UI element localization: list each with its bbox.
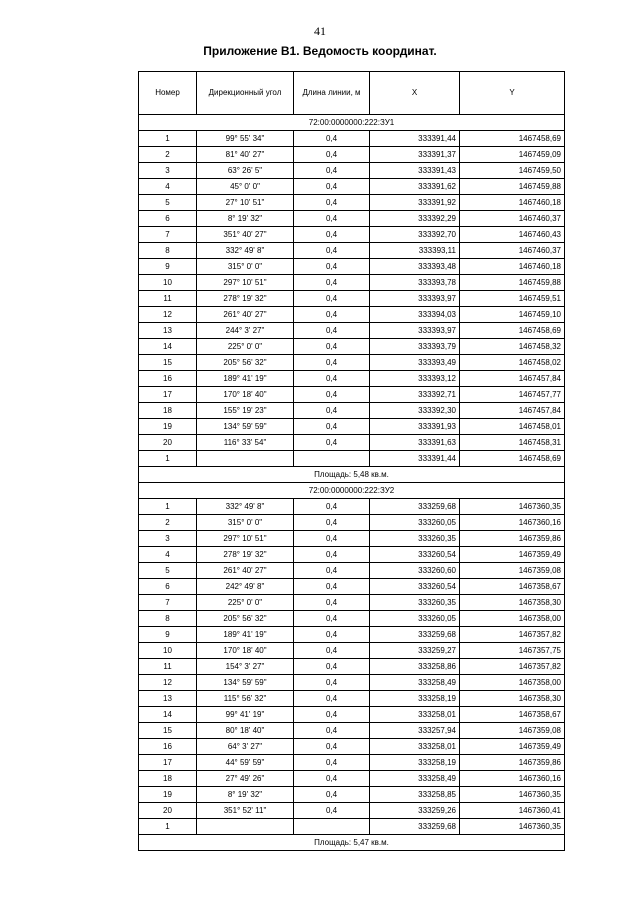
y-coordinate-cell: 1467360,35 bbox=[460, 819, 565, 835]
direction-angle-cell: 81° 40' 27" bbox=[197, 147, 294, 163]
point-number-cell: 4 bbox=[139, 547, 197, 563]
y-coordinate-cell: 1467457,84 bbox=[460, 403, 565, 419]
line-length-cell: 0,4 bbox=[294, 739, 370, 755]
table-row bbox=[139, 403, 565, 419]
y-coordinate-cell: 1467460,18 bbox=[460, 259, 565, 275]
point-number-cell: 16 bbox=[139, 739, 197, 755]
point-number-cell: 18 bbox=[139, 771, 197, 787]
table-row bbox=[139, 771, 565, 787]
line-length-cell: 0,4 bbox=[294, 131, 370, 147]
table-row bbox=[139, 547, 565, 563]
x-coordinate-cell: 333393,78 bbox=[370, 275, 460, 291]
x-coordinate-cell: 333394,03 bbox=[370, 307, 460, 323]
column-header-number: Номер bbox=[139, 72, 197, 115]
y-coordinate-cell: 1467457,77 bbox=[460, 387, 565, 403]
y-coordinate-cell: 1467358,30 bbox=[460, 691, 565, 707]
line-length-cell: 0,4 bbox=[294, 419, 370, 435]
y-coordinate-cell: 1467360,35 bbox=[460, 787, 565, 803]
line-length-cell: 0,4 bbox=[294, 771, 370, 787]
line-length-cell: 0,4 bbox=[294, 275, 370, 291]
point-number-cell: 18 bbox=[139, 403, 197, 419]
line-length-cell: 0,4 bbox=[294, 211, 370, 227]
x-coordinate-cell: 333392,71 bbox=[370, 387, 460, 403]
line-length-cell: 0,4 bbox=[294, 627, 370, 643]
y-coordinate-cell: 1467459,50 bbox=[460, 163, 565, 179]
point-number-cell: 7 bbox=[139, 595, 197, 611]
point-number-cell: 2 bbox=[139, 147, 197, 163]
table-row bbox=[139, 243, 565, 259]
x-coordinate-cell: 333391,93 bbox=[370, 419, 460, 435]
direction-angle-cell: 27° 10' 51" bbox=[197, 195, 294, 211]
y-coordinate-cell: 1467458,32 bbox=[460, 339, 565, 355]
x-coordinate-cell: 333391,37 bbox=[370, 147, 460, 163]
y-coordinate-cell: 1467460,37 bbox=[460, 211, 565, 227]
y-coordinate-cell: 1467459,51 bbox=[460, 291, 565, 307]
y-coordinate-cell: 1467357,82 bbox=[460, 659, 565, 675]
section-header-row bbox=[139, 483, 565, 499]
point-number-cell: 14 bbox=[139, 339, 197, 355]
y-coordinate-cell: 1467357,75 bbox=[460, 643, 565, 659]
y-coordinate-cell: 1467359,08 bbox=[460, 723, 565, 739]
y-coordinate-cell: 1467459,88 bbox=[460, 179, 565, 195]
y-coordinate-cell: 1467458,01 bbox=[460, 419, 565, 435]
x-coordinate-cell: 333260,54 bbox=[370, 579, 460, 595]
line-length-cell: 0,4 bbox=[294, 803, 370, 819]
y-coordinate-cell: 1467458,31 bbox=[460, 435, 565, 451]
line-length-cell: 0,4 bbox=[294, 163, 370, 179]
point-number-cell: 13 bbox=[139, 691, 197, 707]
direction-angle-cell: 189° 41' 19" bbox=[197, 627, 294, 643]
x-coordinate-cell: 333393,49 bbox=[370, 355, 460, 371]
column-header-x: X bbox=[370, 72, 460, 115]
x-coordinate-cell: 333258,01 bbox=[370, 707, 460, 723]
direction-angle-cell: 297° 10' 51" bbox=[197, 275, 294, 291]
point-number-cell: 17 bbox=[139, 387, 197, 403]
table-row bbox=[139, 579, 565, 595]
line-length-cell: 0,4 bbox=[294, 531, 370, 547]
direction-angle-cell: 8° 19' 32" bbox=[197, 211, 294, 227]
line-length-cell: 0,4 bbox=[294, 403, 370, 419]
line-length-cell: 0,4 bbox=[294, 499, 370, 515]
point-number-cell: 14 bbox=[139, 707, 197, 723]
line-length-cell: 0,4 bbox=[294, 291, 370, 307]
line-length-cell: 0,4 bbox=[294, 547, 370, 563]
point-number-cell: 4 bbox=[139, 179, 197, 195]
y-coordinate-cell: 1467457,84 bbox=[460, 371, 565, 387]
x-coordinate-cell: 333260,35 bbox=[370, 595, 460, 611]
line-length-cell: 0,4 bbox=[294, 707, 370, 723]
y-coordinate-cell: 1467360,16 bbox=[460, 771, 565, 787]
line-length-cell: 0,4 bbox=[294, 643, 370, 659]
direction-angle-cell: 170° 18' 40" bbox=[197, 643, 294, 659]
column-header-angle: Дирекционный угол bbox=[197, 72, 294, 115]
direction-angle-cell: 261° 40' 27" bbox=[197, 563, 294, 579]
table-row bbox=[139, 131, 565, 147]
x-coordinate-cell: 333260,54 bbox=[370, 547, 460, 563]
direction-angle-cell: 332° 49' 8" bbox=[197, 243, 294, 259]
direction-angle-cell: 225° 0' 0" bbox=[197, 595, 294, 611]
table-row bbox=[139, 291, 565, 307]
x-coordinate-cell: 333260,05 bbox=[370, 611, 460, 627]
column-header-length: Длина линии, м bbox=[294, 72, 370, 115]
direction-angle-cell bbox=[197, 451, 294, 467]
x-coordinate-cell: 333258,19 bbox=[370, 691, 460, 707]
table-row bbox=[139, 787, 565, 803]
direction-angle-cell: 351° 40' 27" bbox=[197, 227, 294, 243]
line-length-cell: 0,4 bbox=[294, 243, 370, 259]
direction-angle-cell: 205° 56' 32" bbox=[197, 355, 294, 371]
y-coordinate-cell: 1467459,88 bbox=[460, 275, 565, 291]
table-row bbox=[139, 259, 565, 275]
x-coordinate-cell: 333392,30 bbox=[370, 403, 460, 419]
table-row bbox=[139, 307, 565, 323]
page-title: Приложение В1. Ведомость координат. bbox=[203, 44, 437, 58]
direction-angle-cell: 8° 19' 32" bbox=[197, 787, 294, 803]
x-coordinate-cell: 333259,68 bbox=[370, 819, 460, 835]
line-length-cell: 0,4 bbox=[294, 259, 370, 275]
y-coordinate-cell: 1467359,49 bbox=[460, 739, 565, 755]
y-coordinate-cell: 1467358,30 bbox=[460, 595, 565, 611]
direction-angle-cell: 80° 18' 40" bbox=[197, 723, 294, 739]
table-row bbox=[139, 339, 565, 355]
page-number: 41 bbox=[314, 24, 326, 38]
point-number-cell: 8 bbox=[139, 611, 197, 627]
x-coordinate-cell: 333393,97 bbox=[370, 323, 460, 339]
x-coordinate-cell: 333391,43 bbox=[370, 163, 460, 179]
point-number-cell: 17 bbox=[139, 755, 197, 771]
direction-angle-cell: 64° 3' 27" bbox=[197, 739, 294, 755]
x-coordinate-cell: 333258,19 bbox=[370, 755, 460, 771]
table-row bbox=[139, 499, 565, 515]
x-coordinate-cell: 333391,44 bbox=[370, 131, 460, 147]
line-length-cell: 0,4 bbox=[294, 563, 370, 579]
table-row bbox=[139, 595, 565, 611]
area-total: Площадь: 5,48 кв.м. bbox=[139, 467, 565, 483]
point-number-cell: 9 bbox=[139, 627, 197, 643]
point-number-cell: 1 bbox=[139, 131, 197, 147]
y-coordinate-cell: 1467360,35 bbox=[460, 499, 565, 515]
table-row bbox=[139, 451, 565, 467]
x-coordinate-cell: 333392,70 bbox=[370, 227, 460, 243]
direction-angle-cell: 116° 33' 54" bbox=[197, 435, 294, 451]
line-length-cell: 0,4 bbox=[294, 195, 370, 211]
direction-angle-cell: 351° 52' 11" bbox=[197, 803, 294, 819]
point-number-cell: 15 bbox=[139, 355, 197, 371]
x-coordinate-cell: 333259,26 bbox=[370, 803, 460, 819]
point-number-cell: 19 bbox=[139, 787, 197, 803]
line-length-cell: 0,4 bbox=[294, 387, 370, 403]
direction-angle-cell: 154° 3' 27" bbox=[197, 659, 294, 675]
y-coordinate-cell: 1467459,09 bbox=[460, 147, 565, 163]
table-row bbox=[139, 819, 565, 835]
point-number-cell: 1 bbox=[139, 499, 197, 515]
x-coordinate-cell: 333393,97 bbox=[370, 291, 460, 307]
point-number-cell: 5 bbox=[139, 563, 197, 579]
point-number-cell: 16 bbox=[139, 371, 197, 387]
section-header: 72:00:0000000:222:ЗУ2 bbox=[139, 483, 565, 499]
section-header: 72:00:0000000:222:ЗУ1 bbox=[139, 115, 565, 131]
line-length-cell: 0,4 bbox=[294, 675, 370, 691]
direction-angle-cell: 63° 26' 5" bbox=[197, 163, 294, 179]
x-coordinate-cell: 333393,11 bbox=[370, 243, 460, 259]
direction-angle-cell bbox=[197, 819, 294, 835]
point-number-cell: 3 bbox=[139, 531, 197, 547]
line-length-cell: 0,4 bbox=[294, 307, 370, 323]
line-length-cell: 0,4 bbox=[294, 371, 370, 387]
direction-angle-cell: 170° 18' 40" bbox=[197, 387, 294, 403]
table-row bbox=[139, 723, 565, 739]
x-coordinate-cell: 333259,27 bbox=[370, 643, 460, 659]
line-length-cell: 0,4 bbox=[294, 355, 370, 371]
point-number-cell: 7 bbox=[139, 227, 197, 243]
coordinates-table bbox=[138, 71, 565, 851]
direction-angle-cell: 242° 49' 8" bbox=[197, 579, 294, 595]
point-number-cell: 20 bbox=[139, 803, 197, 819]
y-coordinate-cell: 1467358,67 bbox=[460, 579, 565, 595]
table-row bbox=[139, 659, 565, 675]
x-coordinate-cell: 333258,85 bbox=[370, 787, 460, 803]
point-number-cell: 10 bbox=[139, 275, 197, 291]
table-row bbox=[139, 707, 565, 723]
y-coordinate-cell: 1467359,86 bbox=[460, 531, 565, 547]
point-number-cell: 9 bbox=[139, 259, 197, 275]
table-row bbox=[139, 387, 565, 403]
x-coordinate-cell: 333391,63 bbox=[370, 435, 460, 451]
line-length-cell: 0,4 bbox=[294, 723, 370, 739]
y-coordinate-cell: 1467458,69 bbox=[460, 131, 565, 147]
line-length-cell: 0,4 bbox=[294, 339, 370, 355]
point-number-cell: 12 bbox=[139, 307, 197, 323]
point-number-cell: 20 bbox=[139, 435, 197, 451]
x-coordinate-cell: 333393,12 bbox=[370, 371, 460, 387]
point-number-cell: 11 bbox=[139, 291, 197, 307]
table-row bbox=[139, 803, 565, 819]
line-length-cell: 0,4 bbox=[294, 755, 370, 771]
x-coordinate-cell: 333393,48 bbox=[370, 259, 460, 275]
column-header-y: Y bbox=[460, 72, 565, 115]
point-number-cell: 11 bbox=[139, 659, 197, 675]
y-coordinate-cell: 1467359,08 bbox=[460, 563, 565, 579]
point-number-cell: 15 bbox=[139, 723, 197, 739]
table-row bbox=[139, 435, 565, 451]
table-row bbox=[139, 227, 565, 243]
area-total: Площадь: 5,47 кв.м. bbox=[139, 835, 565, 851]
x-coordinate-cell: 333391,62 bbox=[370, 179, 460, 195]
direction-angle-cell: 115° 56' 32" bbox=[197, 691, 294, 707]
line-length-cell: 0,4 bbox=[294, 787, 370, 803]
x-coordinate-cell: 333260,35 bbox=[370, 531, 460, 547]
line-length-cell: 0,4 bbox=[294, 147, 370, 163]
line-length-cell: 0,4 bbox=[294, 227, 370, 243]
direction-angle-cell: 27° 49' 26" bbox=[197, 771, 294, 787]
table-body bbox=[139, 115, 565, 851]
table-row bbox=[139, 563, 565, 579]
point-number-cell: 6 bbox=[139, 579, 197, 595]
direction-angle-cell: 297° 10' 51" bbox=[197, 531, 294, 547]
direction-angle-cell: 244° 3' 27" bbox=[197, 323, 294, 339]
area-row bbox=[139, 835, 565, 851]
point-number-cell: 1 bbox=[139, 451, 197, 467]
x-coordinate-cell: 333258,49 bbox=[370, 675, 460, 691]
table-header-row bbox=[139, 72, 565, 115]
direction-angle-cell: 44° 59' 59" bbox=[197, 755, 294, 771]
line-length-cell: 0,4 bbox=[294, 435, 370, 451]
direction-angle-cell: 134° 59' 59" bbox=[197, 419, 294, 435]
table-row bbox=[139, 371, 565, 387]
y-coordinate-cell: 1467458,69 bbox=[460, 451, 565, 467]
direction-angle-cell: 155° 19' 23" bbox=[197, 403, 294, 419]
point-number-cell: 5 bbox=[139, 195, 197, 211]
y-coordinate-cell: 1467458,02 bbox=[460, 355, 565, 371]
point-number-cell: 19 bbox=[139, 419, 197, 435]
direction-angle-cell: 261° 40' 27" bbox=[197, 307, 294, 323]
x-coordinate-cell: 333260,60 bbox=[370, 563, 460, 579]
line-length-cell: 0,4 bbox=[294, 323, 370, 339]
area-row bbox=[139, 467, 565, 483]
direction-angle-cell: 315° 0' 0" bbox=[197, 515, 294, 531]
y-coordinate-cell: 1467358,00 bbox=[460, 675, 565, 691]
table-row bbox=[139, 515, 565, 531]
y-coordinate-cell: 1467458,69 bbox=[460, 323, 565, 339]
point-number-cell: 3 bbox=[139, 163, 197, 179]
point-number-cell: 10 bbox=[139, 643, 197, 659]
line-length-cell: 0,4 bbox=[294, 515, 370, 531]
table-row bbox=[139, 211, 565, 227]
table-row bbox=[139, 627, 565, 643]
table-row bbox=[139, 323, 565, 339]
direction-angle-cell: 332° 49' 8" bbox=[197, 499, 294, 515]
x-coordinate-cell: 333393,79 bbox=[370, 339, 460, 355]
direction-angle-cell: 189° 41' 19" bbox=[197, 371, 294, 387]
direction-angle-cell: 45° 0' 0" bbox=[197, 179, 294, 195]
y-coordinate-cell: 1467359,86 bbox=[460, 755, 565, 771]
line-length-cell: 0,4 bbox=[294, 611, 370, 627]
table-row bbox=[139, 755, 565, 771]
direction-angle-cell: 315° 0' 0" bbox=[197, 259, 294, 275]
line-length-cell: 0,4 bbox=[294, 579, 370, 595]
line-length-cell: 0,4 bbox=[294, 691, 370, 707]
y-coordinate-cell: 1467460,18 bbox=[460, 195, 565, 211]
y-coordinate-cell: 1467358,67 bbox=[460, 707, 565, 723]
line-length-cell bbox=[294, 819, 370, 835]
table-row bbox=[139, 531, 565, 547]
direction-angle-cell: 278° 19' 32" bbox=[197, 291, 294, 307]
section-header-row bbox=[139, 115, 565, 131]
direction-angle-cell: 99° 55' 34" bbox=[197, 131, 294, 147]
line-length-cell: 0,4 bbox=[294, 659, 370, 675]
y-coordinate-cell: 1467359,49 bbox=[460, 547, 565, 563]
x-coordinate-cell: 333259,68 bbox=[370, 499, 460, 515]
line-length-cell: 0,4 bbox=[294, 179, 370, 195]
x-coordinate-cell: 333258,86 bbox=[370, 659, 460, 675]
table-row bbox=[139, 147, 565, 163]
point-number-cell: 2 bbox=[139, 515, 197, 531]
y-coordinate-cell: 1467460,37 bbox=[460, 243, 565, 259]
y-coordinate-cell: 1467460,43 bbox=[460, 227, 565, 243]
table-row bbox=[139, 739, 565, 755]
y-coordinate-cell: 1467459,10 bbox=[460, 307, 565, 323]
line-length-cell: 0,4 bbox=[294, 595, 370, 611]
direction-angle-cell: 278° 19' 32" bbox=[197, 547, 294, 563]
x-coordinate-cell: 333260,05 bbox=[370, 515, 460, 531]
y-coordinate-cell: 1467358,00 bbox=[460, 611, 565, 627]
table-row bbox=[139, 611, 565, 627]
x-coordinate-cell: 333257,94 bbox=[370, 723, 460, 739]
table-row bbox=[139, 275, 565, 291]
table-row bbox=[139, 419, 565, 435]
x-coordinate-cell: 333391,44 bbox=[370, 451, 460, 467]
table-row bbox=[139, 163, 565, 179]
point-number-cell: 8 bbox=[139, 243, 197, 259]
table-row bbox=[139, 643, 565, 659]
direction-angle-cell: 225° 0' 0" bbox=[197, 339, 294, 355]
y-coordinate-cell: 1467360,41 bbox=[460, 803, 565, 819]
direction-angle-cell: 205° 56' 32" bbox=[197, 611, 294, 627]
table-row bbox=[139, 179, 565, 195]
x-coordinate-cell: 333258,01 bbox=[370, 739, 460, 755]
x-coordinate-cell: 333259,68 bbox=[370, 627, 460, 643]
point-number-cell: 1 bbox=[139, 819, 197, 835]
table-row bbox=[139, 691, 565, 707]
x-coordinate-cell: 333392,29 bbox=[370, 211, 460, 227]
direction-angle-cell: 99° 41' 19" bbox=[197, 707, 294, 723]
point-number-cell: 12 bbox=[139, 675, 197, 691]
line-length-cell bbox=[294, 451, 370, 467]
y-coordinate-cell: 1467360,16 bbox=[460, 515, 565, 531]
table-row bbox=[139, 355, 565, 371]
direction-angle-cell: 134° 59' 59" bbox=[197, 675, 294, 691]
point-number-cell: 6 bbox=[139, 211, 197, 227]
x-coordinate-cell: 333391,92 bbox=[370, 195, 460, 211]
table-row bbox=[139, 675, 565, 691]
point-number-cell: 13 bbox=[139, 323, 197, 339]
x-coordinate-cell: 333258,49 bbox=[370, 771, 460, 787]
table-row bbox=[139, 195, 565, 211]
y-coordinate-cell: 1467357,82 bbox=[460, 627, 565, 643]
